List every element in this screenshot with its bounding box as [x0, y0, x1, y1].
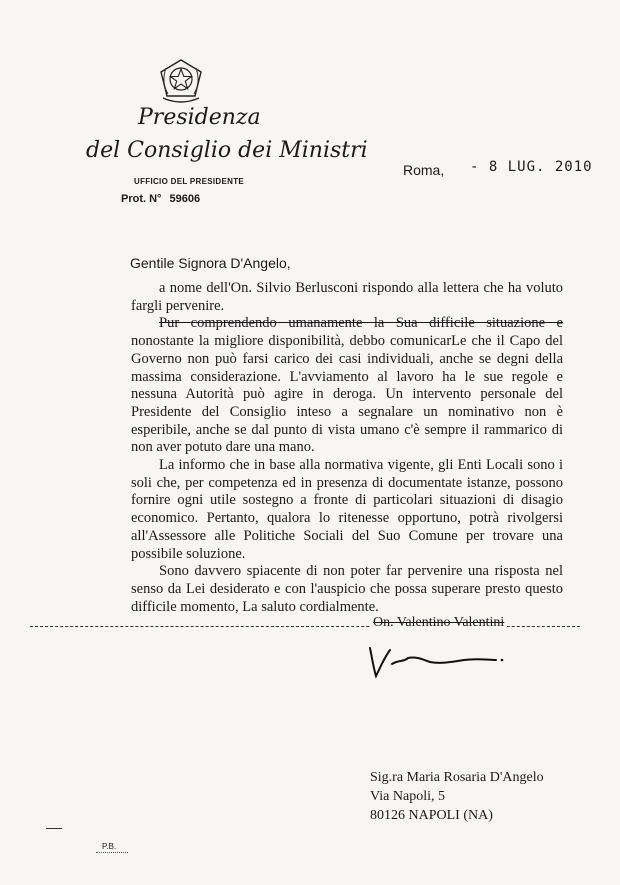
letter-date-stamp: - 8 LUG. 2010 — [470, 159, 593, 175]
margin-mark — [46, 828, 62, 829]
recipient-address — [370, 768, 544, 825]
body-paragraph-2 — [131, 315, 563, 457]
institution-name-line1: Presidenza — [138, 105, 261, 130]
signer-name: On. Valentino Valentini — [370, 615, 507, 631]
recipient-city: 80126 NAPOLI (NA) — [370, 808, 493, 823]
body-paragraph-3: La informo che in base alla normativa vigente, gli Enti Locali sono i soli che, per competenza ed in presenza di documentate istanze, possono fornire ogni utile sostegno a fronte di particolari situazioni di disagio economico. Pertanto, qualora lo ritenesse opportuno, potrà rivolgersi all'Assessore alle Politiche Sociali del Suo Comune per trovare una possibile soluzione. — [131, 457, 563, 562]
protocol-number: 59606 — [169, 193, 201, 205]
protocol-label: Prot. N° — [121, 193, 162, 205]
footer-dotted-line — [96, 852, 128, 853]
salutation: Gentile Signora D'Angelo, — [130, 255, 291, 271]
recipient-name: Sig.ra Maria Rosaria D'Angelo — [370, 770, 544, 785]
office-name: UFFICIO DEL PRESIDENTE — [134, 177, 245, 186]
letter-body — [131, 280, 563, 616]
letter-place: Roma, — [403, 162, 445, 178]
footer-initials: P.B. — [102, 842, 117, 851]
handwritten-signature — [368, 640, 508, 680]
body-paragraph-2-text: nonostante la migliore disponibilità, debbo comunicarLe che il Capo del Governo non può farsi carico dei casi individuali, anche se degni della massima considerazione. L'avviamento al lavoro ha le sue regole e nessuna Autorità può agire in deroga. Un intervento personale del Presidente del Consiglio inteso a segnalare un nominativo non è esperibile, anche se dal punto di vista umano c'è sempre il rammarico di non aver potuto dare una mano. — [131, 333, 563, 456]
body-paragraph-4: Sono davvero spiacente di non poter far pervenire una risposta nel senso da Lei desiderato e con l'auspicio che possa superare presto questo difficile momento, La saluto cordialmente. — [131, 563, 563, 615]
recipient-street: Via Napoli, 5 — [370, 789, 445, 804]
institution-name-line2: del Consiglio dei Ministri — [86, 138, 368, 163]
protocol-reference — [121, 193, 200, 205]
italian-republic-emblem-icon — [157, 56, 205, 104]
struck-text: Pur comprendendo umanamente la Sua difficile situazione e — [159, 315, 563, 332]
body-paragraph-1: a nome dell'On. Silvio Berlusconi rispondo alla lettera che ha voluto fargli pervenire. — [131, 280, 563, 314]
